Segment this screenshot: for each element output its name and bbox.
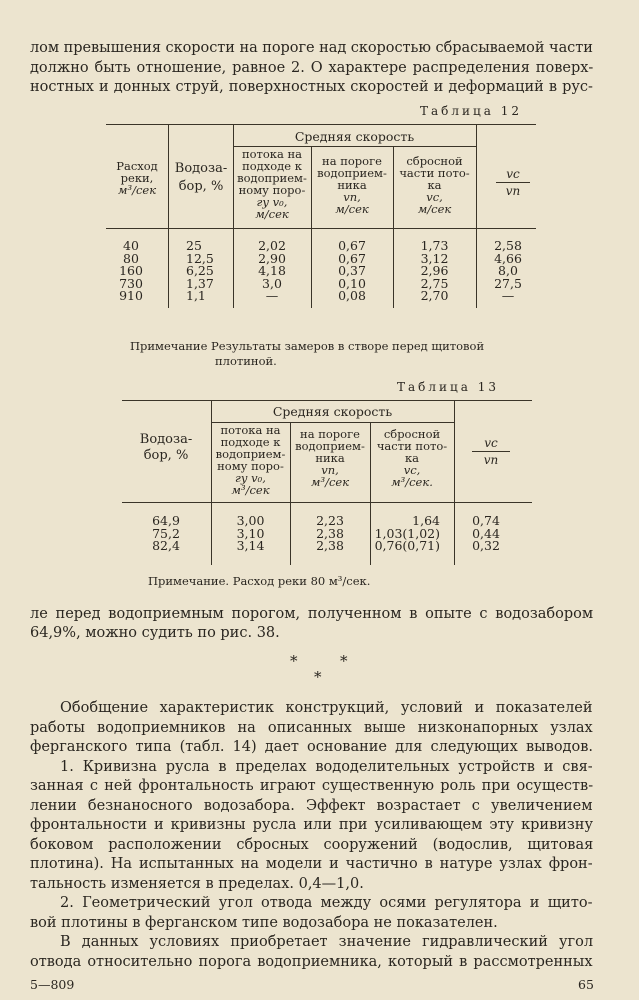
text-line: работы водоприемников на описанных выше низконапорных узлах [30, 720, 593, 736]
table13-sub3-header: сбросной части пото- ка vс, м³/сек. [376, 427, 448, 489]
text-line: вой плотины в ферганском типе водозабора не показателен. [30, 915, 498, 931]
table13-ratio-header: vс vп [466, 436, 516, 467]
table12-column-intake: 25 12,5 6,25 1,37 1,1 [186, 238, 214, 303]
asterism-star: * [290, 652, 298, 670]
table13-sub2-header: на пороге водоприем- ника vп, м³/сек [295, 427, 365, 489]
table13-column-sill: 2,23 2,38 2,38 [316, 513, 344, 553]
text-line: фронтальности и кривизны русла или при усиливающем эту кривизну [30, 817, 594, 833]
text-line: лом превышения скорости на пороге над скоростью сбрасываемой части [30, 40, 593, 56]
table12-caption: Таблица 12 [420, 104, 522, 118]
text-line: ле перед водоприемным порогом, полученном в опыте с водозабором [30, 606, 594, 622]
text-line: отвода относительно порога водоприемника, который в рассмотренных [30, 954, 593, 970]
table13-note: Примечание. Расход реки 80 м³/сек. [148, 574, 371, 588]
text-line: Обобщение характеристик конструкций, условий и показателей [60, 700, 593, 716]
text-line: тальность изменяется в пределах. 0,4—1,0. [30, 876, 364, 892]
page-number: 65 [578, 977, 594, 992]
table12-column-approach: 2,02 2,90 4,18 3,0 — [258, 238, 286, 303]
table13-column-approach: 3,00 3,10 3,14 [236, 513, 265, 553]
table13-sub1-header: потока на подходе к водоприем- ному поро- гу v₀, м³/сек [215, 423, 286, 497]
table12-note: Примечание Результаты замеров в створе перед щитовой плотиной. [130, 339, 485, 368]
table12-col1-header: Расход реки, м³/сек [116, 159, 158, 197]
table13-column-ratio: 0,74 0,44 0,32 [472, 513, 500, 553]
text-line: лении безнаносного водозабора. Эффект возрастает с увеличением [30, 798, 593, 814]
text-line: ферганского типа (табл. 14) дает основание для следующих выводов. [30, 739, 593, 755]
table12-col2-header: Водоза- бор, % [174, 161, 228, 194]
table12-sub1-header: потока на подходе к водоприем- ному поро- гу v₀, м/сек [237, 147, 307, 221]
table13-group-header: Средняя скорость [272, 404, 393, 419]
table12-column-sill: 0,67 0,67 0,37 0,10 0,08 [338, 238, 366, 303]
table13-column-intake: 64,9 75,2 82,4 [152, 513, 180, 553]
asterism-star: * [340, 652, 348, 670]
table12-sub3-header: сбросной части пото- ка vс, м/сек [399, 154, 470, 216]
table13-column-spill: 1,64 1,03(1,02) 0,76(0,71) [374, 513, 440, 553]
signature-mark: 5—809 [30, 977, 75, 992]
table13-col1-header: Водоза- бор, % [139, 432, 193, 463]
table12-column-spill: 1,73 3,12 2,96 2,75 2,70 [420, 238, 449, 303]
table12-group-header: Средняя скорость [294, 129, 415, 144]
text-line: 64,9%, можно судить по рис. 38. [30, 625, 280, 641]
table12-column-ratio: 2,58 4,66 8,0 27,5 — [494, 238, 522, 303]
table13-caption: Таблица 13 [397, 380, 499, 394]
text-line: занная с ней фронтальность играют существенную роль при осуществ- [30, 778, 594, 794]
text-line: 2. Геометрический угол отвода между осями регулятора и щито- [60, 895, 593, 911]
table12-ratio-header: vс vп [490, 167, 536, 198]
text-line: должно быть отношение, равное 2. О характере распределения поверх- [30, 60, 594, 76]
table12-column-discharge: 40 80 160 730 910 [119, 238, 143, 303]
text-line: плотина). На испытанных на модели и частично в натуре узлах фрон- [30, 856, 593, 872]
table12-sub2-header: на пороге водоприем- ника vп, м/сек [317, 154, 387, 216]
text-line: боковом расположении сбросных сооружений (водослив, щитовая [30, 837, 594, 853]
text-line: В данных условиях приобретает значение гидравлический угол [60, 934, 594, 950]
text-line: ностных и донных струй, поверхностных скоростей и деформаций в рус- [30, 79, 593, 95]
text-line: 1. Кривизна русла в пределах вододелительных устройств и свя- [60, 759, 593, 775]
asterism-star: * [314, 668, 322, 686]
